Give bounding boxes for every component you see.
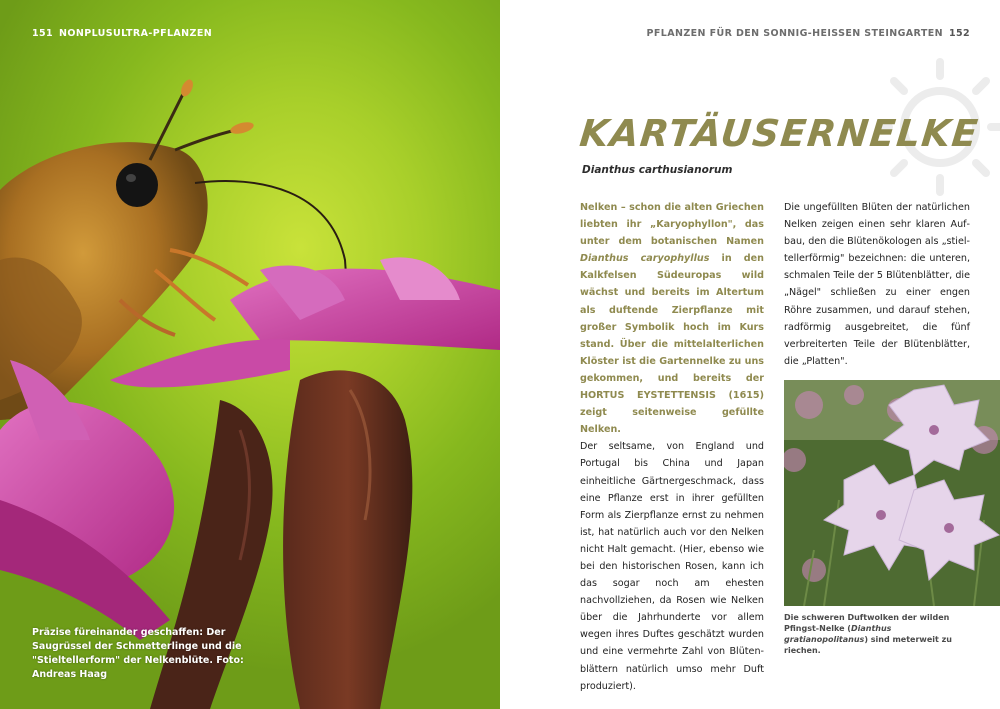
page-number-right: 152 [948,28,970,39]
lead-text-1: Nelken – schon die alten Griechen liebten ihr „Karyophyllon", das unter dem botanischen Namen [580,202,764,248]
body-paragraph-left: Der seltsame, von England und Portugal bis China und Japan einheitliche Gärtnergeschmack, dass eine Pflanze erst in ihrer gefüllten Form als Zierpflanze ernst zu nehmen ist, hat natürlich auch vor den Nelken nicht Halt gemacht. (Hier, ebenso wie bei den historischen Rosen, kann ich das sogar noch am ehesten nachvollziehen, da Rosen wie Nelken über die Jahrhunderte vor allem wegen ihres Duftes geschätzt wurden und eine vermehrte Zahl von Blütenblättern natürlich umso mehr Duft produziert). [580,441,764,692]
pinks-flower-photo [784,380,1000,606]
running-head-right: PFLANZEN FÜR DEN SONNIG-HEISSEN STEINGARTEN [646,28,943,39]
lead-paragraph [580,202,764,435]
folio-right [647,28,970,39]
page-number-left: 151 [32,28,54,39]
folio-left [32,28,212,39]
lead-text-2: in den Kalkfelsen Südeuropas wild wächst und bereits im Altertum als duftende Zierpflanze mit großer Symbolik hoch im Kurs stand. Über die mittelalterlichen Klöster ist die Gartennelke zu uns gekommen, und bereits der HORTUS EYSTETTENSIS (1615) zeigt seitenweise gefüllte Nelken. [580,253,764,436]
inset-caption-italic: Dianthus gratianopolitanus [784,624,892,644]
text-column-left [580,199,764,695]
lead-italic: Dianthus caryophyllus [580,253,710,265]
page-title: KARTÄUSERNELKE [577,112,981,155]
photo-caption: Präzise füreinander geschaffen: Der Saugrüssel der Schmetterlinge und die "Stieltellerform" der Nelkenblüte. Foto: Andreas Haag [32,627,244,680]
inset-caption-text-1: Die schweren Duftwolken der wilden Pfingst-Nelke ( [784,613,950,633]
text-column-right [784,199,970,370]
botanical-name: Dianthus carthusianorum [582,164,733,176]
inset-photo-caption [784,612,974,656]
running-head-left: NONPLUSULTRA-PFLANZEN [59,28,213,39]
inset-caption-text-2: ) sind meterweit zu riechen. [784,635,952,655]
body-paragraph-right: Die ungefüllten Blüten der natürlichen Nelken zeigen einen sehr klaren Aufbau, den die Blütenökologen als „stieltellerförmig" bezeichnen: die unteren, schmalen Teile der 5 Blütenblätter, die „Nägel" schließen zu einer engen Röhre zusammen, und darauf stehen, radförmig ausgebreitet, die fünf verbreiterten Teile der Blütenblätter, die „Platten". [784,202,970,367]
right-page [500,0,1000,709]
